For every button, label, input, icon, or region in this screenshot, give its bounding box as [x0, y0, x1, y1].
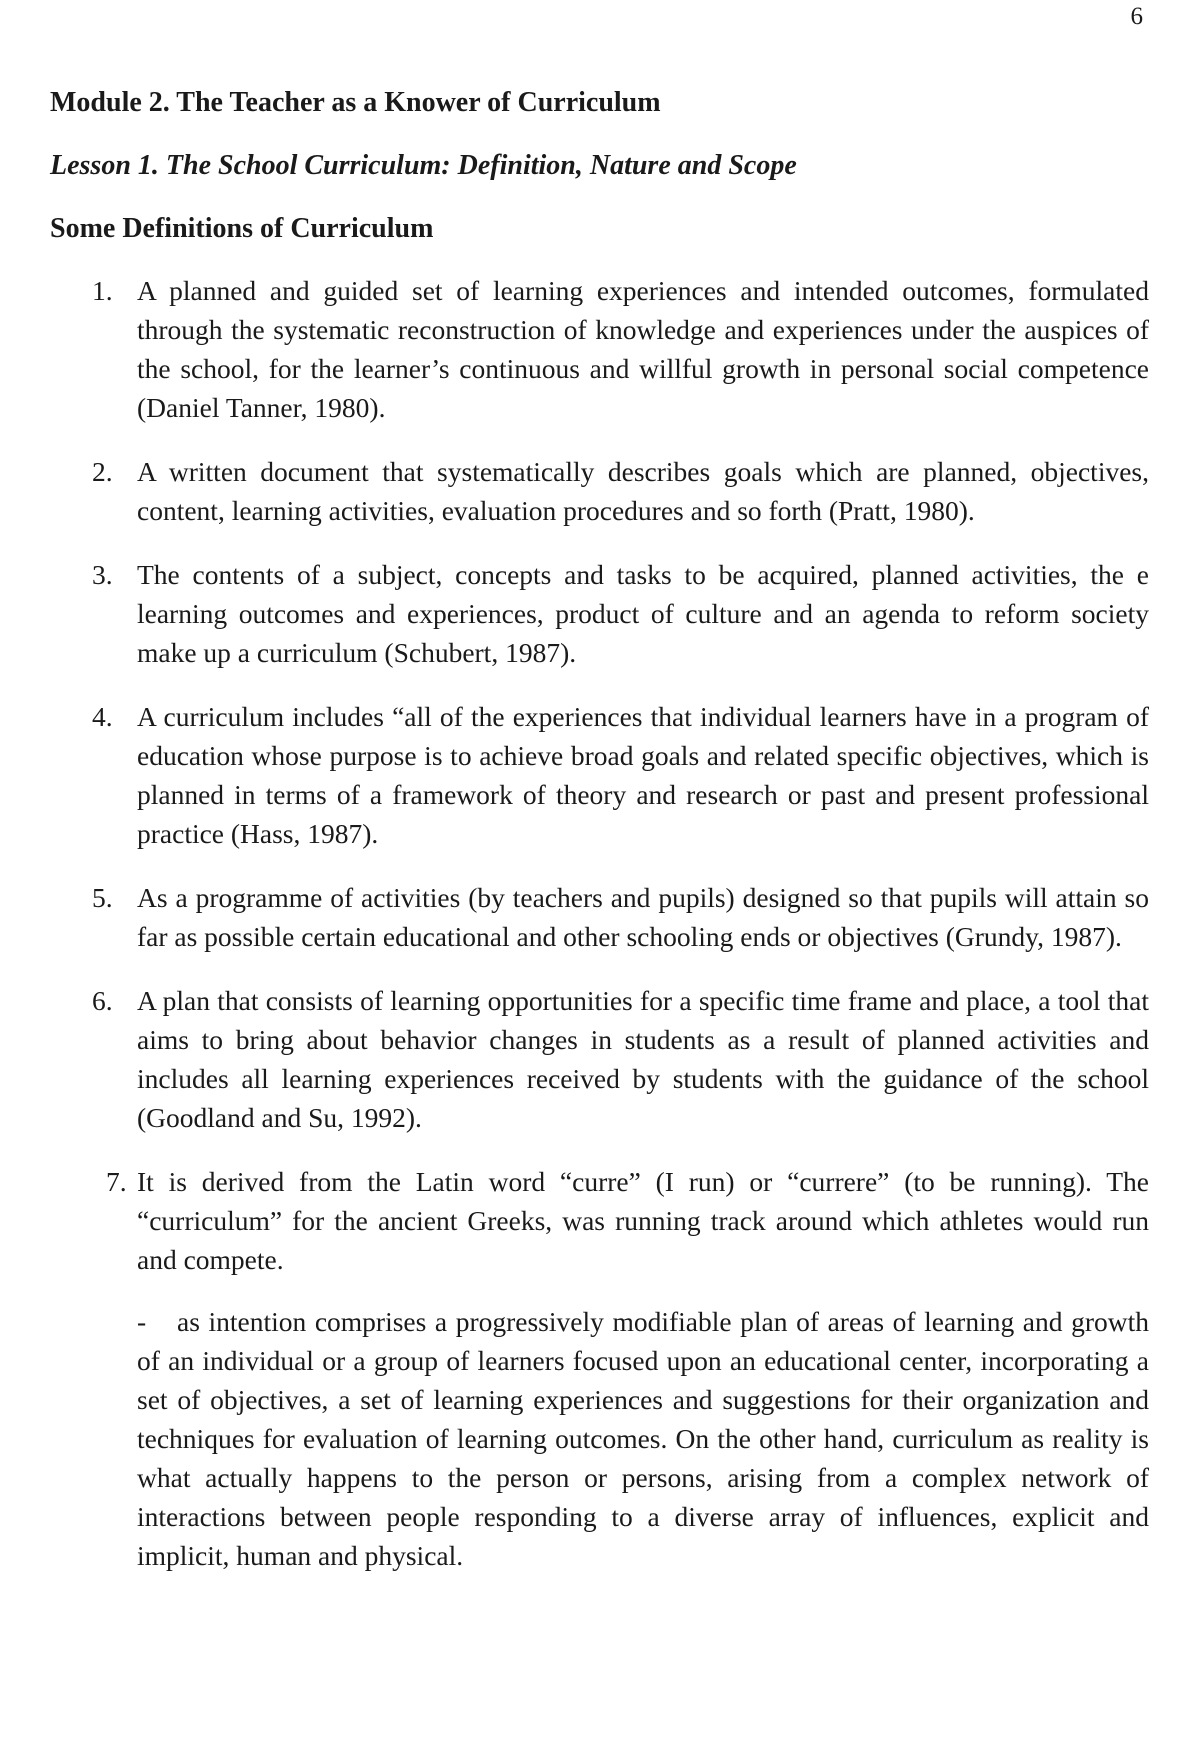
definition-number: 3. — [92, 559, 113, 590]
definition-text: A plan that consists of learning opportunities for a specific time frame and place, a tool that aims to bring about behavior changes in students as a result of planned activities and includes all learning experiences received by students with the guidance of the school (Goodland and Su, 1992). — [137, 985, 1149, 1133]
document-body — [50, 84, 1149, 1575]
definition-item-3 — [50, 555, 1149, 672]
page-number: 6 — [1130, 3, 1143, 30]
definition-number: 5. — [92, 882, 113, 913]
note-dash: - — [137, 1306, 147, 1337]
definition-text: A curriculum includes “all of the experiences that individual learners have in a program of education whose purpose is to achieve broad goals and related specific objectives, which is planned in terms of a framework of theory and research or past and present professional practice (Hass, 1987). — [137, 701, 1149, 849]
definition-number: 4. — [92, 701, 113, 732]
curriculum-note — [50, 1302, 1149, 1575]
definition-item-4 — [50, 697, 1149, 853]
definition-number: 7. — [106, 1166, 127, 1197]
section-title: Some Definitions of Curriculum — [50, 213, 434, 244]
module-title: Module 2. The Teacher as a Knower of Curriculum — [50, 87, 661, 118]
definition-item-2 — [50, 452, 1149, 530]
definition-item-5 — [50, 878, 1149, 956]
definition-text: A written document that systematically describes goals which are planned, objectives, content, learning activities, evaluation procedures and so forth (Pratt, 1980). — [137, 456, 1149, 526]
definition-item-6 — [50, 981, 1149, 1137]
note-text: as intention comprises a progressively modifiable plan of areas of learning and growth of an individual or a group of learners focused upon an educational center, incorporating a set of objectives, a set of learning experiences and suggestions for their organization and techniques for evaluation of learning outcomes. On the other hand, curriculum as reality is what actually happens to the person or persons, arising from a complex network of interactions between people responding to a diverse array of influences, explicit and implicit, human and physical. — [137, 1306, 1149, 1571]
definitions-list — [50, 271, 1149, 1279]
definition-item-7 — [50, 1162, 1149, 1279]
definition-item-1 — [50, 271, 1149, 427]
lesson-title: Lesson 1. The School Curriculum: Definition, Nature and Scope — [50, 150, 797, 181]
definition-number: 6. — [92, 985, 113, 1016]
definition-text: As a programme of activities (by teachers and pupils) designed so that pupils will attain so far as possible certain educational and other schooling ends or objectives (Grundy, 1987). — [137, 882, 1149, 952]
definition-number: 2. — [92, 456, 113, 487]
definition-text: The contents of a subject, concepts and tasks to be acquired, planned activities, the e learning outcomes and experiences, product of culture and an agenda to reform society make up a curriculum (Schubert, 1987). — [137, 559, 1149, 668]
definition-number: 1. — [92, 275, 113, 306]
definition-text: A planned and guided set of learning experiences and intended outcomes, formulated through the systematic reconstruction of knowledge and experiences under the auspices of the school, for the learner’s continuous and willful growth in personal social competence (Daniel Tanner, 1980). — [137, 275, 1149, 423]
definition-text: It is derived from the Latin word “curre” (I run) or “currere” (to be running). The “curriculum” for the ancient Greeks, was running track around which athletes would run and compete. — [137, 1166, 1149, 1275]
